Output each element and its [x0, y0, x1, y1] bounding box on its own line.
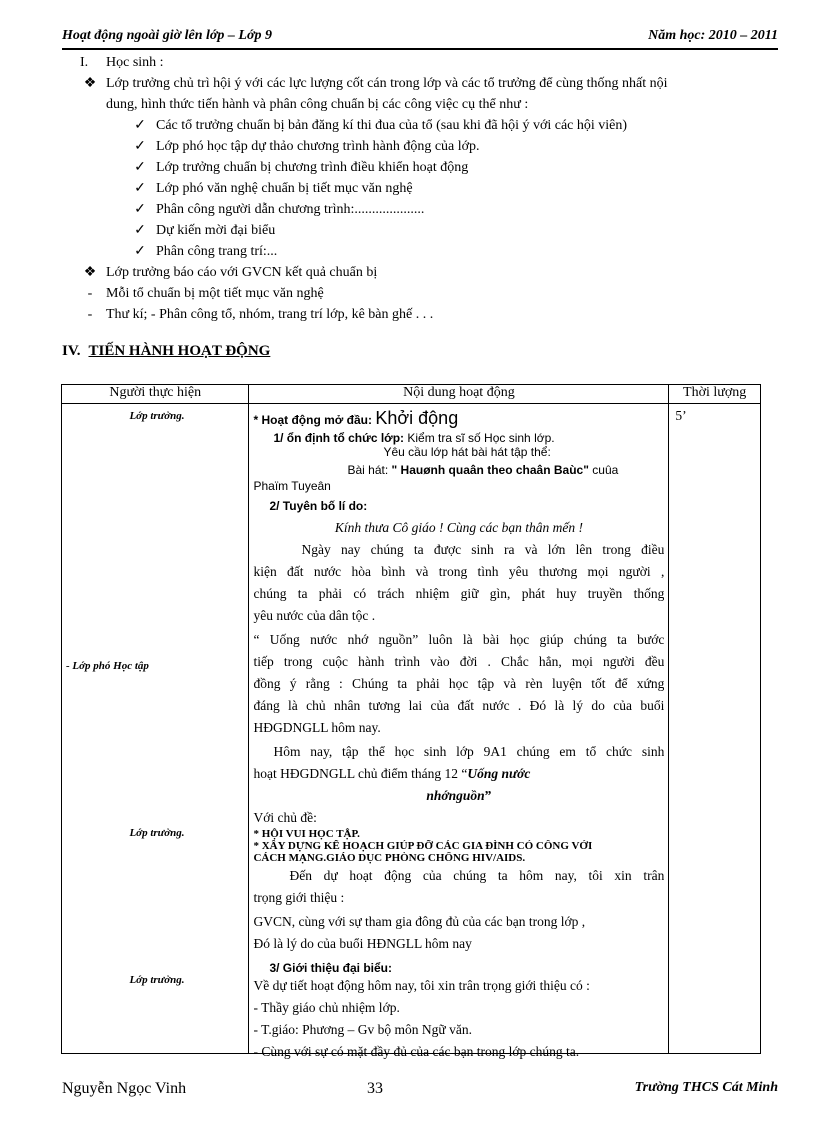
checklist-item: Lớp phó văn nghệ chuẩn bị tiết mục văn nghệ — [156, 181, 413, 196]
section-iv-heading — [62, 343, 270, 360]
checklist-item: Lớp phó học tập dự thảo chương trình hành động của lớp. — [156, 139, 480, 154]
footer-author: Nguyễn Ngọc Vinh — [62, 1080, 187, 1097]
theme-title-part-1: Uống nước — [467, 766, 531, 781]
opening-label: * Hoạt động mở đầu: — [253, 413, 372, 427]
paragraph-line: yêu nước của dân tộc . — [253, 608, 376, 623]
paragraph-line: chúng ta phải có trách nhiệm giữ gìn, phát huy truyền thống — [253, 586, 665, 601]
checkmark-icon: ✓ — [134, 139, 146, 154]
checkmark-icon: ✓ — [134, 118, 146, 133]
paragraph-line: GVCN, cùng với sự tham gia đông đủ của các bạn trong lớp , — [253, 914, 586, 929]
checkmark-icon: ✓ — [134, 244, 146, 259]
performer-cell — [62, 404, 249, 1054]
step-1-label: 1/ ổn định tổ chức lớp: — [273, 431, 405, 445]
header-subject: Hoạt động ngoài giờ lên lớp – Lớp 9 — [62, 28, 272, 43]
checkmark-icon: ✓ — [134, 223, 146, 238]
paragraph-line: Về dự tiết hoạt động hôm nay, tôi xin trân trọng giới thiệu có : — [253, 978, 590, 993]
greeting: Kính thưa Cô giáo ! Cùng các bạn thân mến ! — [334, 520, 583, 535]
guest-item: - Thầy giáo chủ nhiệm lớp. — [253, 1000, 400, 1015]
preparation-section — [80, 52, 778, 325]
theme-item: * XÂY DỰNG KẾ HOẠCH GIÚP ĐỠ CÁC GIA ĐÌNH CÓ CÔNG VỚI — [253, 840, 593, 852]
paragraph-line: Lớp trưởng chủ trì hội ý với các lực lượng cốt cán trong lớp và các tổ trưởng để cùng thống nhất nội — [106, 76, 668, 91]
step-1-text: Kiểm tra sĩ số Học sinh lớp. — [407, 431, 555, 445]
paragraph-line: Hôm nay, tập thể học sinh lớp 9A1 chúng em tổ chức sinh — [273, 744, 665, 759]
checklist-item: Phân công trang trí:... — [156, 244, 278, 259]
guest-item: - Cùng với sự có mặt đầy đủ của các bạn trong lớp chúng ta. — [253, 1044, 580, 1059]
paragraph-line: kiện đất nước hòa bình và trong tình yêu thương mọi người , — [253, 564, 665, 579]
col-header-duration: Thời lượng — [669, 385, 761, 404]
section-iv-title: TIẾN HÀNH HOẠT ĐỘNG — [88, 343, 271, 359]
section-i-number: I. — [80, 55, 89, 70]
paragraph-line: Thư kí; - Phân công tổ, nhóm, trang trí lớp, kê bàn ghế . . . — [106, 307, 434, 322]
step-2-label: 2/ Tuyên bố lí do: — [269, 499, 368, 513]
section-i-title: Học sinh : — [106, 55, 164, 70]
dash-bullet-icon: - — [87, 286, 93, 301]
checklist-item: Lớp trưởng chuẩn bị chương trình điều khiển hoạt động — [156, 160, 469, 175]
opening-title: Khởi động — [375, 408, 459, 428]
dash-bullet-icon: - — [87, 307, 93, 322]
theme-item: * HỘI VUI HỌC TẬP. — [253, 828, 360, 840]
theme-label: Với chủ đề: — [253, 810, 317, 825]
song-author: Phaïm Tuyeân — [253, 479, 331, 493]
checkmark-icon: ✓ — [134, 202, 146, 217]
paragraph-line: HĐGDNGLL hôm nay. — [253, 720, 381, 735]
checklist-item: Các tổ trưởng chuẩn bị bản đăng kí thi đua của tổ (sau khi đã hội ý với các hội viên) — [156, 118, 628, 133]
footer-school: Trường THCS Cát Minh — [634, 1080, 778, 1095]
paragraph-line: Lớp trưởng báo cáo với GVCN kết quả chuẩn bị — [106, 265, 378, 280]
section-iv-number: IV. — [62, 343, 81, 359]
paragraph-line: đồng ý rằng : Chúng ta phải học tập và rèn luyện tốt để xứng — [253, 676, 665, 691]
theme-title-part-2: nhớnguồn — [426, 788, 485, 803]
song-of: cuûa — [592, 463, 619, 477]
table-row — [62, 404, 761, 1054]
checkmark-icon: ✓ — [134, 181, 146, 196]
paragraph-line: Mỗi tổ chuẩn bị một tiết mục văn nghệ — [106, 286, 324, 301]
paragraph-line: Đó là lý do của buổi HĐNGLL hôm nay — [253, 936, 472, 951]
col-header-content: Nội dung hoạt động — [249, 385, 669, 404]
quote-end: ” — [484, 788, 492, 803]
paragraph-line: trọng giới thiệu : — [253, 890, 345, 905]
diamond-bullet-icon: ❖ — [83, 76, 97, 91]
col-header-performer: Người thực hiện — [62, 385, 249, 404]
content-cell — [249, 404, 669, 1059]
performer-label: Lớp trưởng. — [129, 974, 185, 986]
paragraph-line: hoạt HĐGDNGLL chủ điểm tháng 12 “ — [253, 766, 468, 781]
paragraph-line: Ngày nay chúng ta được sinh ra và lớn lên trong điều — [301, 542, 665, 557]
header-school-year: Năm học: 2010 – 2011 — [648, 28, 778, 43]
table-header-row — [62, 385, 761, 404]
guest-item: - T.giáo: Phương – Gv bộ môn Ngữ văn. — [253, 1022, 472, 1037]
page-number: 33 — [367, 1080, 383, 1097]
paragraph-line: Đến dự hoạt động của chúng ta hôm nay, tôi xin trân — [289, 868, 665, 883]
performer-label: Lớp trưởng. — [129, 827, 185, 839]
duration-cell: 5’ — [669, 404, 761, 1054]
activity-table — [61, 384, 761, 1059]
checklist-item: Phân công người dẫn chương trình:.................... — [156, 202, 425, 217]
paragraph-line: dung, hình thức tiến hành và phân công chuẩn bị các công việc cụ thể như : — [106, 97, 529, 112]
diamond-bullet-icon: ❖ — [83, 265, 97, 280]
paragraph-line: “ Uống nước nhớ nguồn” luôn là bài học giúp chúng ta bước — [253, 632, 665, 647]
performer-label: - Lớp phó Học tập — [66, 660, 149, 672]
page-header — [62, 28, 778, 50]
paragraph-line: đáng là chủ nhân tương lai của đất nước . Đó là lý do của buổi — [253, 698, 665, 713]
step-3-label: 3/ Giới thiệu đại biểu: — [269, 961, 393, 975]
step-1-song-request: Yêu cầu lớp hát bài hát tập thể: — [383, 445, 551, 459]
performer-label: Lớp trưởng. — [129, 410, 185, 422]
checkmark-icon: ✓ — [134, 160, 146, 175]
checklist-item: Dự kiến mời đại biểu — [156, 223, 276, 238]
paragraph-line: tiếp trong cuộc hành trình vào đời . Chắc hẳn, mọi người đều — [253, 654, 665, 669]
song-title: " Hauønh quaân theo chaân Baùc" — [391, 463, 589, 477]
song-label: Bài hát: — [347, 463, 389, 477]
theme-item: CÁCH MẠNG.GIÁO DỤC PHÒNG CHỐNG HIV/AIDS. — [253, 852, 526, 864]
